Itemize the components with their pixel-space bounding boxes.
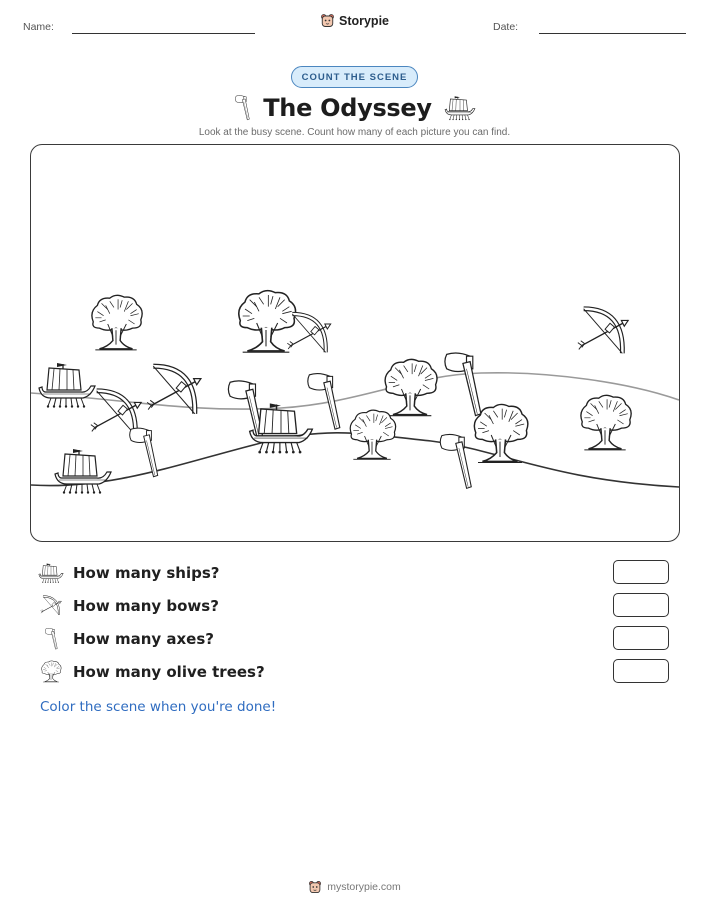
ship [250, 403, 313, 453]
question-text: How many ships? [73, 564, 220, 582]
answer-box-ships[interactable] [613, 560, 669, 584]
olive-tree [239, 291, 296, 353]
olive-tree-icon [38, 659, 64, 685]
axe [130, 428, 158, 477]
date-field-line[interactable] [539, 33, 686, 34]
bow-icon [38, 593, 64, 619]
question-axes [38, 625, 214, 653]
axe [445, 353, 481, 416]
question-olive-trees [38, 658, 265, 686]
name-label: Name: [23, 21, 54, 33]
scene-drawing [31, 145, 679, 541]
axe [440, 434, 471, 488]
brand [0, 13, 709, 28]
storypie-logo-icon [320, 13, 335, 28]
site-footer [0, 880, 709, 894]
question-text: How many bows? [73, 597, 219, 615]
hill-line [31, 433, 679, 487]
ship [39, 363, 95, 408]
question-ships [38, 559, 219, 587]
axe-icon [38, 626, 64, 652]
badge-wrap [0, 66, 709, 88]
answer-box-bows[interactable] [613, 593, 669, 617]
ship-icon [38, 560, 64, 586]
question-bows [38, 592, 219, 620]
title-row [0, 88, 709, 128]
question-text: How many axes? [73, 630, 214, 648]
question-text: How many olive trees? [73, 663, 265, 681]
instructions: Look at the busy scene. Count how many of each picture you can find. [198, 127, 511, 138]
answer-box-axes[interactable] [613, 626, 669, 650]
site-url[interactable]: mystorypie.com [327, 881, 401, 893]
ship [55, 449, 111, 494]
olive-tree [350, 410, 395, 459]
busy-scene [30, 144, 680, 542]
activity-badge: COUNT THE SCENE [291, 66, 419, 88]
ship-icon [444, 94, 476, 122]
answer-box-olive-trees[interactable] [613, 659, 669, 683]
olive-tree [474, 404, 528, 462]
olive-tree [92, 295, 142, 350]
date-label: Date: [493, 21, 519, 33]
storypie-logo-icon [308, 880, 322, 894]
bow [578, 309, 628, 353]
olive-tree [385, 359, 437, 415]
name-field-line[interactable] [72, 33, 255, 34]
axe-icon [233, 94, 251, 122]
brand-name: Storypie [338, 13, 389, 28]
color-instruction: Color the scene when you're done! [40, 699, 277, 715]
page-title: The Odyssey [263, 94, 432, 122]
olive-tree [581, 395, 631, 450]
